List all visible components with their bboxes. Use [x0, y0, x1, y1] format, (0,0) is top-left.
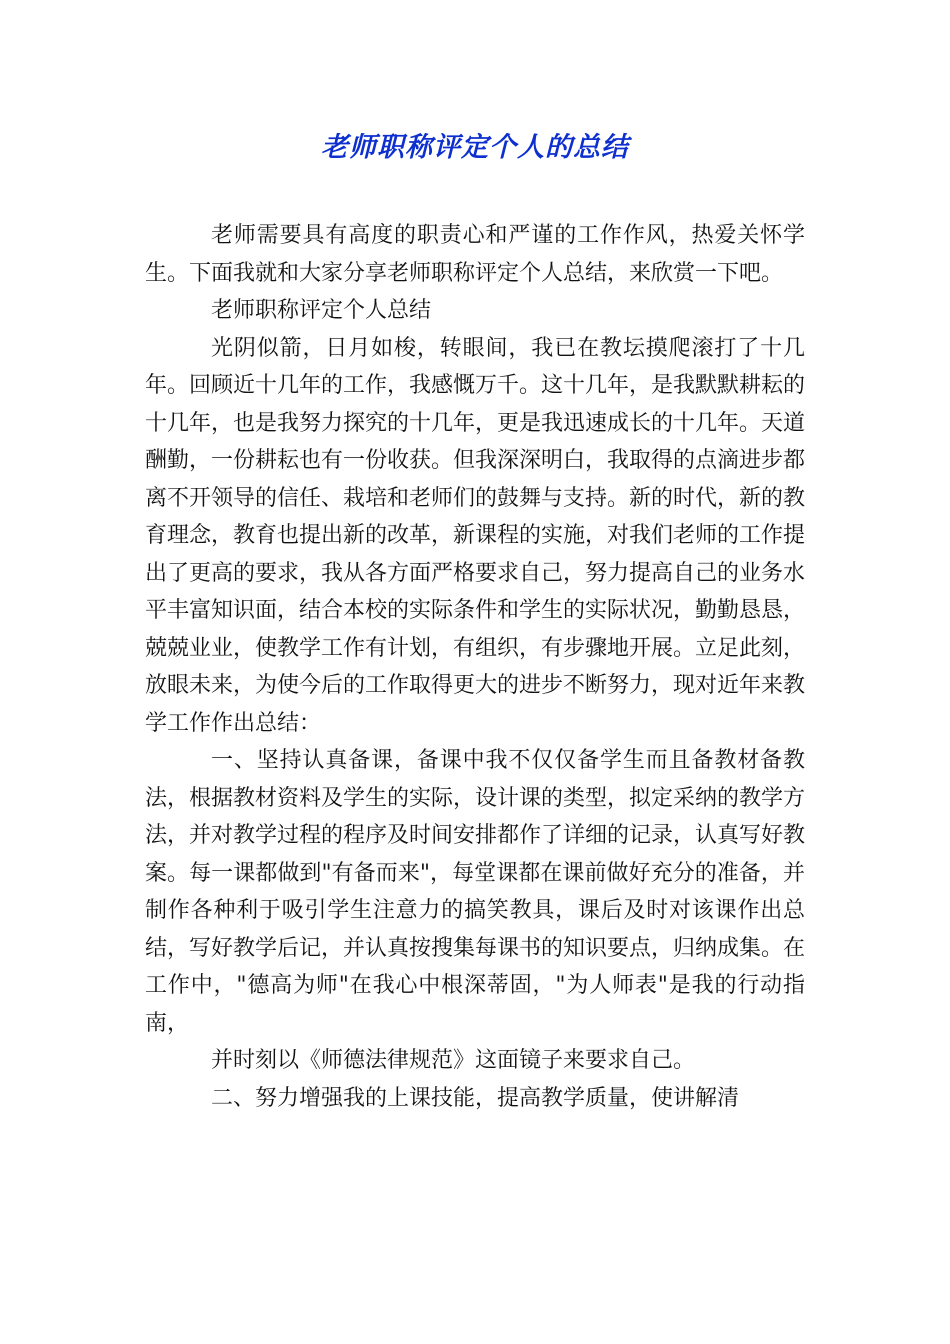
paragraph-section-2: 二、努力增强我的上课技能，提高教学质量，使讲解清	[211, 1085, 740, 1111]
paragraph-section-1: 一、坚持认真备课，备课中我不仅仅备学生而且备教材备教法，根据教材资料及学生的实际，设计课的类型，拟定采纳的教学方法，并对教学过程的程序及时间安排都作了详细的记录，认真写好教案。每一课都做到"有备而来"，每堂课都在课前做好充分的准备，并制作各种利于吸引学生注意力的搞笑教具，课后及时对该课作出总结，写好教学后记，并认真按搜集每课书的知识要点，归纳成集。在工作中，"德高为师"在我心中根深蒂固，"为人师表"是我的行动指南，	[145, 748, 806, 1036]
paragraph-review: 光阴似箭，日月如梭，转眼间，我已在教坛摸爬滚打了十几年。回顾近十几年的工作，我感慨万千。这十几年，是我默默耕耘的十几年，也是我努力探究的十几年，更是我迅速成长的十几年。天道酬勤，一份耕耘也有一份收获。但我深深明白，我取得的点滴进步都离不开领导的信任、栽培和老师们的鼓舞与支持。新的时代，新的教育理念，教育也提出新的改革，新课程的实施，对我们老师的工作提出了更高的要求，我从各方面严格要求自己，努力提高自己的业务水平丰富知识面，结合本校的实际条件和学生的实际状况，勤勤恳恳，兢兢业业，使教学工作有计划，有组织，有步骤地开展。立足此刻，放眼未来，为使今后的工作取得更大的进步不断努力，现对近年来教学工作作出总结：	[145, 335, 806, 736]
paragraph-subtitle: 老师职称评定个人总结	[211, 298, 432, 323]
paragraph-section-1-end: 并时刻以《师德法律规范》这面镜子来要求自己。	[211, 1048, 696, 1073]
document-title: 老师职称评定个人的总结	[321, 132, 629, 163]
document-body	[145, 217, 805, 1117]
paragraph-intro: 老师需要具有高度的职责心和严谨的工作作风，热爱关怀学生。下面我就和大家分享老师职称评定个人总结，来欣赏一下吧。	[145, 223, 805, 286]
